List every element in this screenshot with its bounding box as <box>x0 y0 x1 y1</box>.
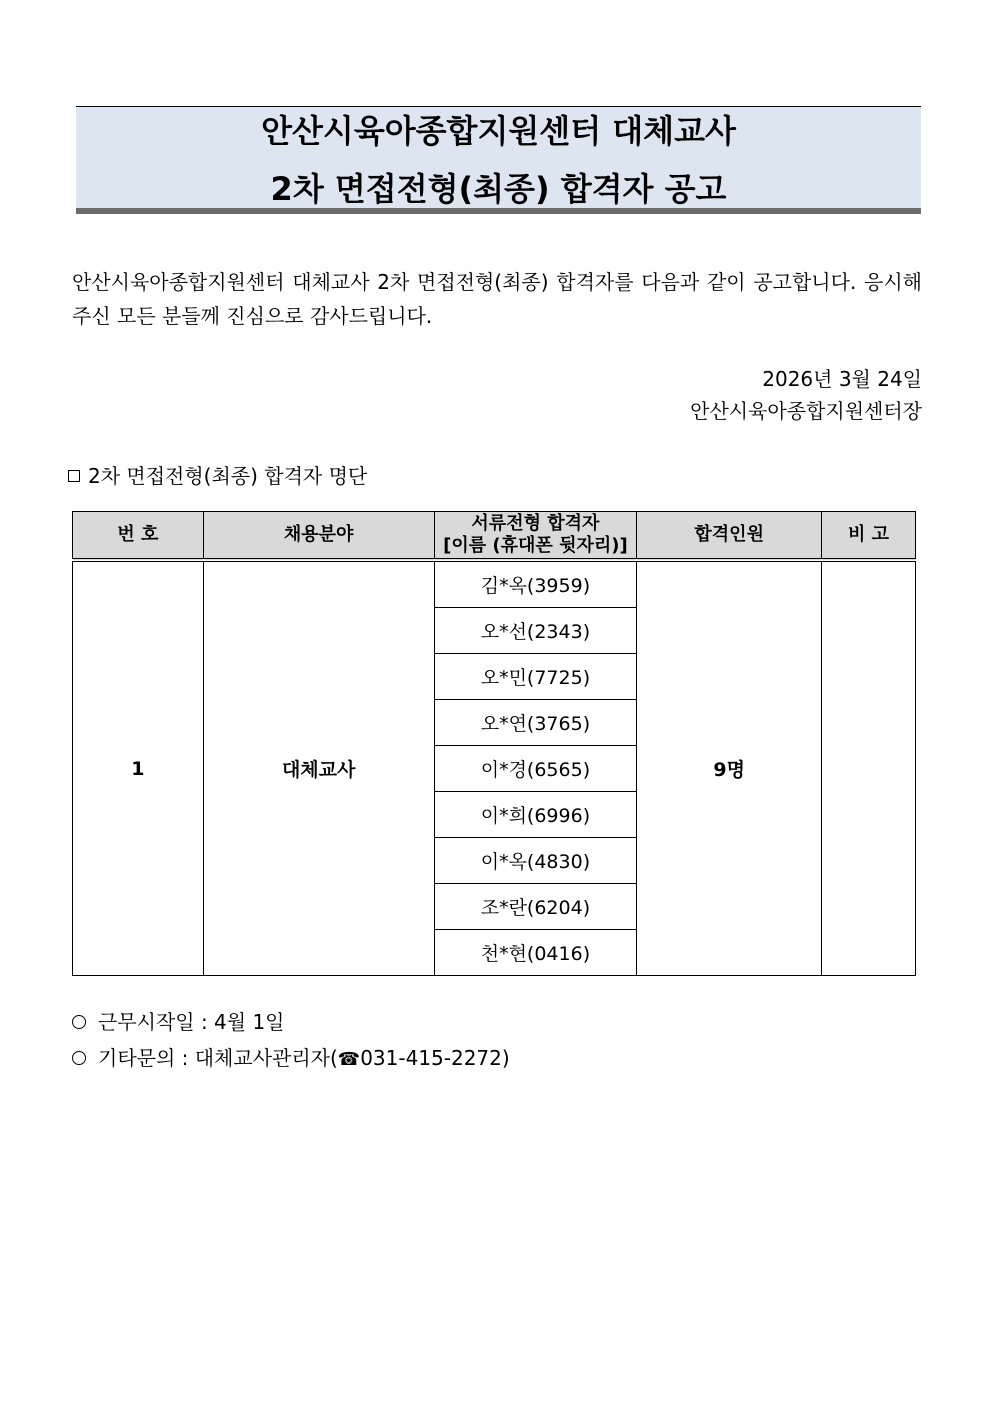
cell-passer-name: 오*민(7725) <box>434 654 637 700</box>
passers-table <box>72 511 916 976</box>
header-note: 비 고 <box>822 512 916 561</box>
square-bullet-icon <box>68 470 80 482</box>
cell-count: 9명 <box>637 560 822 976</box>
circle-bullet-icon <box>72 1051 86 1065</box>
title-line-1: 안산시육아종합지원센터 대체교사 <box>261 112 736 150</box>
table-row <box>73 560 916 608</box>
cell-passer-name: 천*현(0416) <box>434 930 637 976</box>
phone-icon: ☎ <box>337 1049 361 1070</box>
announcement-date: 2026년 3월 24일 <box>762 367 922 391</box>
cell-passer-name: 오*연(3765) <box>434 700 637 746</box>
section-heading-text: 2차 면접전형(최종) 합격자 명단 <box>88 464 368 488</box>
title-box <box>76 106 921 214</box>
start-date-item <box>72 1004 510 1040</box>
header-field: 채용분야 <box>203 512 434 561</box>
cell-passer-name: 이*옥(4830) <box>434 838 637 884</box>
title-line-2: 2차 면접전형(최종) 합격자 공고 <box>270 170 727 208</box>
cell-passer-name: 오*선(2343) <box>434 608 637 654</box>
section-heading <box>68 460 367 492</box>
header-count: 합격인원 <box>637 512 822 561</box>
circle-bullet-icon <box>72 1015 86 1029</box>
cell-passer-name: 조*란(6204) <box>434 884 637 930</box>
contact-prefix: 기타문의 : 대체교사관리자( <box>98 1046 338 1070</box>
cell-passer-name: 이*경(6565) <box>434 746 637 792</box>
cell-note <box>822 560 916 976</box>
issuer: 안산시육아종합지원센터장 <box>690 399 922 423</box>
info-bullets <box>72 1004 510 1078</box>
contact-phone: 031-415-2272) <box>360 1046 510 1070</box>
cell-passer-name: 이*희(6996) <box>434 792 637 838</box>
contact-item <box>72 1040 510 1078</box>
cell-no: 1 <box>73 560 204 976</box>
table-header-row <box>73 512 916 561</box>
cell-passer-name: 김*옥(3959) <box>434 560 637 608</box>
header-passers-line2: [이름 (휴대폰 뒷자리)] <box>443 535 628 556</box>
header-passers <box>434 512 637 561</box>
cell-field: 대체교사 <box>203 560 434 976</box>
start-date-text: 근무시작일 : 4월 1일 <box>98 1010 285 1034</box>
header-no: 번 호 <box>73 512 204 561</box>
intro-paragraph: 안산시육아종합지원센터 대체교사 2차 면접전형(최종) 합격자를 다음과 같이 공고합니다. 응시해 주신 모든 분들께 진심으로 감사드립니다. <box>72 270 922 328</box>
header-passers-line1: 서류전형 합격자 <box>471 513 600 534</box>
